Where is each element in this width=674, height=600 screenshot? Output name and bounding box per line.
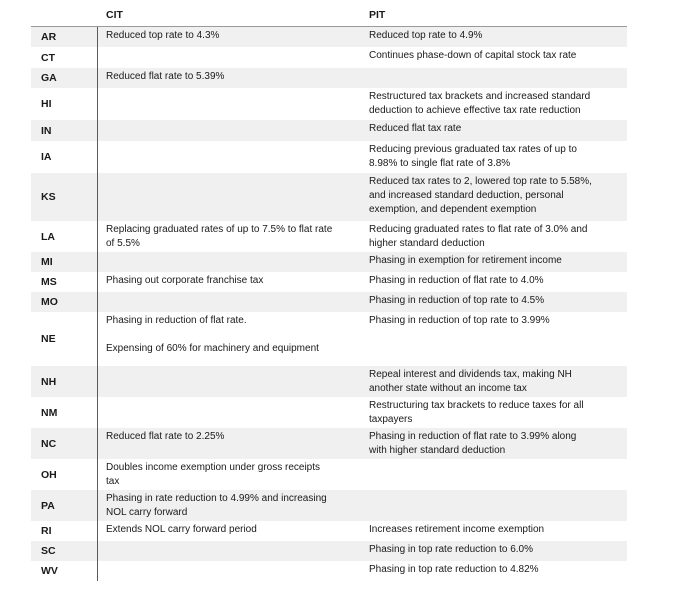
pit-cell (362, 490, 627, 521)
table-row (31, 47, 627, 68)
table-row (31, 366, 627, 397)
state-cell: NC (41, 437, 57, 450)
pit-cell (362, 68, 627, 88)
cit-cell (98, 221, 362, 252)
pit-cell (362, 88, 627, 120)
table-row (31, 521, 627, 541)
cit-cell (98, 173, 362, 221)
column-divider (97, 27, 98, 581)
cit-cell-line: Reduced flat rate to 5.39% (106, 71, 225, 82)
state-cell: KS (41, 191, 56, 203)
pit-cell (362, 221, 627, 252)
cit-cell (98, 521, 362, 541)
table-row (31, 141, 627, 173)
cit-cell (98, 312, 362, 366)
table-row (31, 221, 627, 252)
state-cell: GA (41, 72, 57, 84)
pit-cell (362, 521, 627, 541)
cit-cell (98, 366, 362, 397)
cit-cell (98, 397, 362, 428)
pit-cell-line: Phasing in top rate reduction to 6.0% (369, 544, 533, 555)
state-cell: IN (41, 124, 52, 137)
table-row (31, 252, 627, 272)
cit-cell-line: Expensing of 60% for machinery and equipment (106, 343, 319, 354)
tax-changes-table (31, 8, 627, 581)
table-row (31, 490, 627, 521)
state-cell: MS (41, 276, 57, 288)
table-row (31, 459, 627, 490)
header-pit: PIT (369, 9, 386, 21)
cit-cell (98, 272, 362, 292)
pit-cell (362, 120, 627, 141)
table-body (31, 27, 627, 581)
pit-cell (362, 173, 627, 221)
state-cell: PA (41, 499, 55, 512)
state-cell: LA (41, 230, 55, 243)
cit-cell-line: tax (106, 476, 120, 487)
pit-cell-line: Phasing in reduction of top rate to 3.99% (369, 315, 550, 326)
cit-cell-line: of 5.5% (106, 238, 140, 249)
pit-cell-line: Reduced top rate to 4.9% (369, 30, 483, 41)
table-row (31, 312, 627, 366)
state-cell: CT (41, 51, 55, 64)
table-row (31, 541, 627, 561)
state-cell: SC (41, 545, 56, 557)
state-cell: MI (41, 256, 53, 268)
state-cell: MO (41, 296, 58, 308)
pit-cell-line: Increases retirement income exemption (369, 524, 545, 535)
cit-cell-line: Doubles income exemption under gross receipts (106, 462, 320, 473)
cit-cell (98, 141, 362, 173)
pit-cell-line: Phasing in reduction of flat rate to 3.99% along (369, 431, 577, 442)
table-row (31, 272, 627, 292)
pit-cell-line: Repeal interest and dividends tax, making NH (369, 369, 572, 380)
pit-cell-line: exemption, and dependent exemption (369, 204, 537, 215)
cit-cell (98, 459, 362, 490)
pit-cell (362, 252, 627, 272)
cit-cell-line: Phasing in reduction of flat rate. (106, 315, 247, 326)
cit-cell (98, 490, 362, 521)
cit-cell-line: Phasing in rate reduction to 4.99% and increasing (106, 493, 327, 504)
state-cell: NE (41, 333, 56, 345)
cit-cell (98, 120, 362, 141)
cit-cell-line (106, 328, 358, 342)
pit-cell-line: Continues phase-down of capital stock tax rate (369, 50, 577, 61)
table-row (31, 397, 627, 428)
pit-cell-line: taxpayers (369, 414, 413, 425)
table-row (31, 561, 627, 581)
table-row (31, 173, 627, 221)
state-cell: WV (41, 565, 58, 577)
cit-cell (98, 88, 362, 120)
header-cit: CIT (106, 9, 123, 21)
pit-cell (362, 272, 627, 292)
state-cell: AR (41, 31, 57, 43)
cit-cell-line: Reduced flat rate to 2.25% (106, 431, 225, 442)
cit-cell (98, 541, 362, 561)
pit-cell (362, 312, 627, 366)
cit-cell (98, 68, 362, 88)
cit-cell-line: NOL carry forward (106, 507, 188, 518)
pit-cell-line: and increased standard deduction, personal (369, 190, 564, 201)
cit-cell (98, 47, 362, 68)
table-row (31, 428, 627, 459)
cit-cell (98, 561, 362, 581)
pit-cell-line: Phasing in exemption for retirement income (369, 255, 562, 266)
pit-cell (362, 292, 627, 312)
pit-cell-line: Reduced flat tax rate (369, 123, 462, 134)
pit-cell (362, 541, 627, 561)
pit-cell-line: Reduced tax rates to 2, lowered top rate to 5.58%, (369, 176, 592, 187)
pit-cell-line: Phasing in reduction of flat rate to 4.0% (369, 275, 544, 286)
cit-cell (98, 27, 362, 47)
pit-cell-line: another state without an income tax (369, 383, 527, 394)
pit-cell (362, 459, 627, 490)
cit-cell-line: Replacing graduated rates of up to 7.5% to flat rate (106, 224, 333, 235)
cit-cell-line: Reduced top rate to 4.3% (106, 30, 220, 41)
pit-cell (362, 47, 627, 68)
state-cell: OH (41, 468, 57, 481)
pit-cell-line: 8.98% to single flat rate of 3.8% (369, 158, 511, 169)
cit-cell (98, 292, 362, 312)
pit-cell-line: deduction to achieve effective tax rate reduction (369, 105, 581, 116)
pit-cell-line: Phasing in top rate reduction to 4.82% (369, 564, 539, 575)
pit-cell (362, 561, 627, 581)
table-row (31, 120, 627, 141)
pit-cell-line: Reducing graduated rates to flat rate of 3.0% and (369, 224, 588, 235)
table-row (31, 292, 627, 312)
pit-cell (362, 366, 627, 397)
pit-cell-line: Phasing in reduction of top rate to 4.5% (369, 295, 545, 306)
state-cell: HI (41, 98, 52, 110)
pit-cell-line: Restructuring tax brackets to reduce taxes for all (369, 400, 584, 411)
cit-cell (98, 428, 362, 459)
state-cell: RI (41, 525, 52, 537)
table-row (31, 88, 627, 120)
state-cell: IA (41, 151, 52, 163)
pit-cell (362, 27, 627, 47)
cit-cell-line: Extends NOL carry forward period (106, 524, 257, 535)
table-row (31, 27, 627, 47)
cit-cell-line: Phasing out corporate franchise tax (106, 275, 264, 286)
pit-cell-line: higher standard deduction (369, 238, 485, 249)
pit-cell (362, 141, 627, 173)
state-cell: NH (41, 375, 57, 388)
table-row (31, 68, 627, 88)
cit-cell (98, 252, 362, 272)
pit-cell-line: Reducing previous graduated tax rates of up to (369, 144, 577, 155)
pit-cell-line: Restructured tax brackets and increased standard (369, 91, 591, 102)
table-header (31, 8, 627, 27)
pit-cell (362, 397, 627, 428)
pit-cell-line: with higher standard deduction (369, 445, 506, 456)
state-cell: NM (41, 406, 58, 419)
pit-cell (362, 428, 627, 459)
